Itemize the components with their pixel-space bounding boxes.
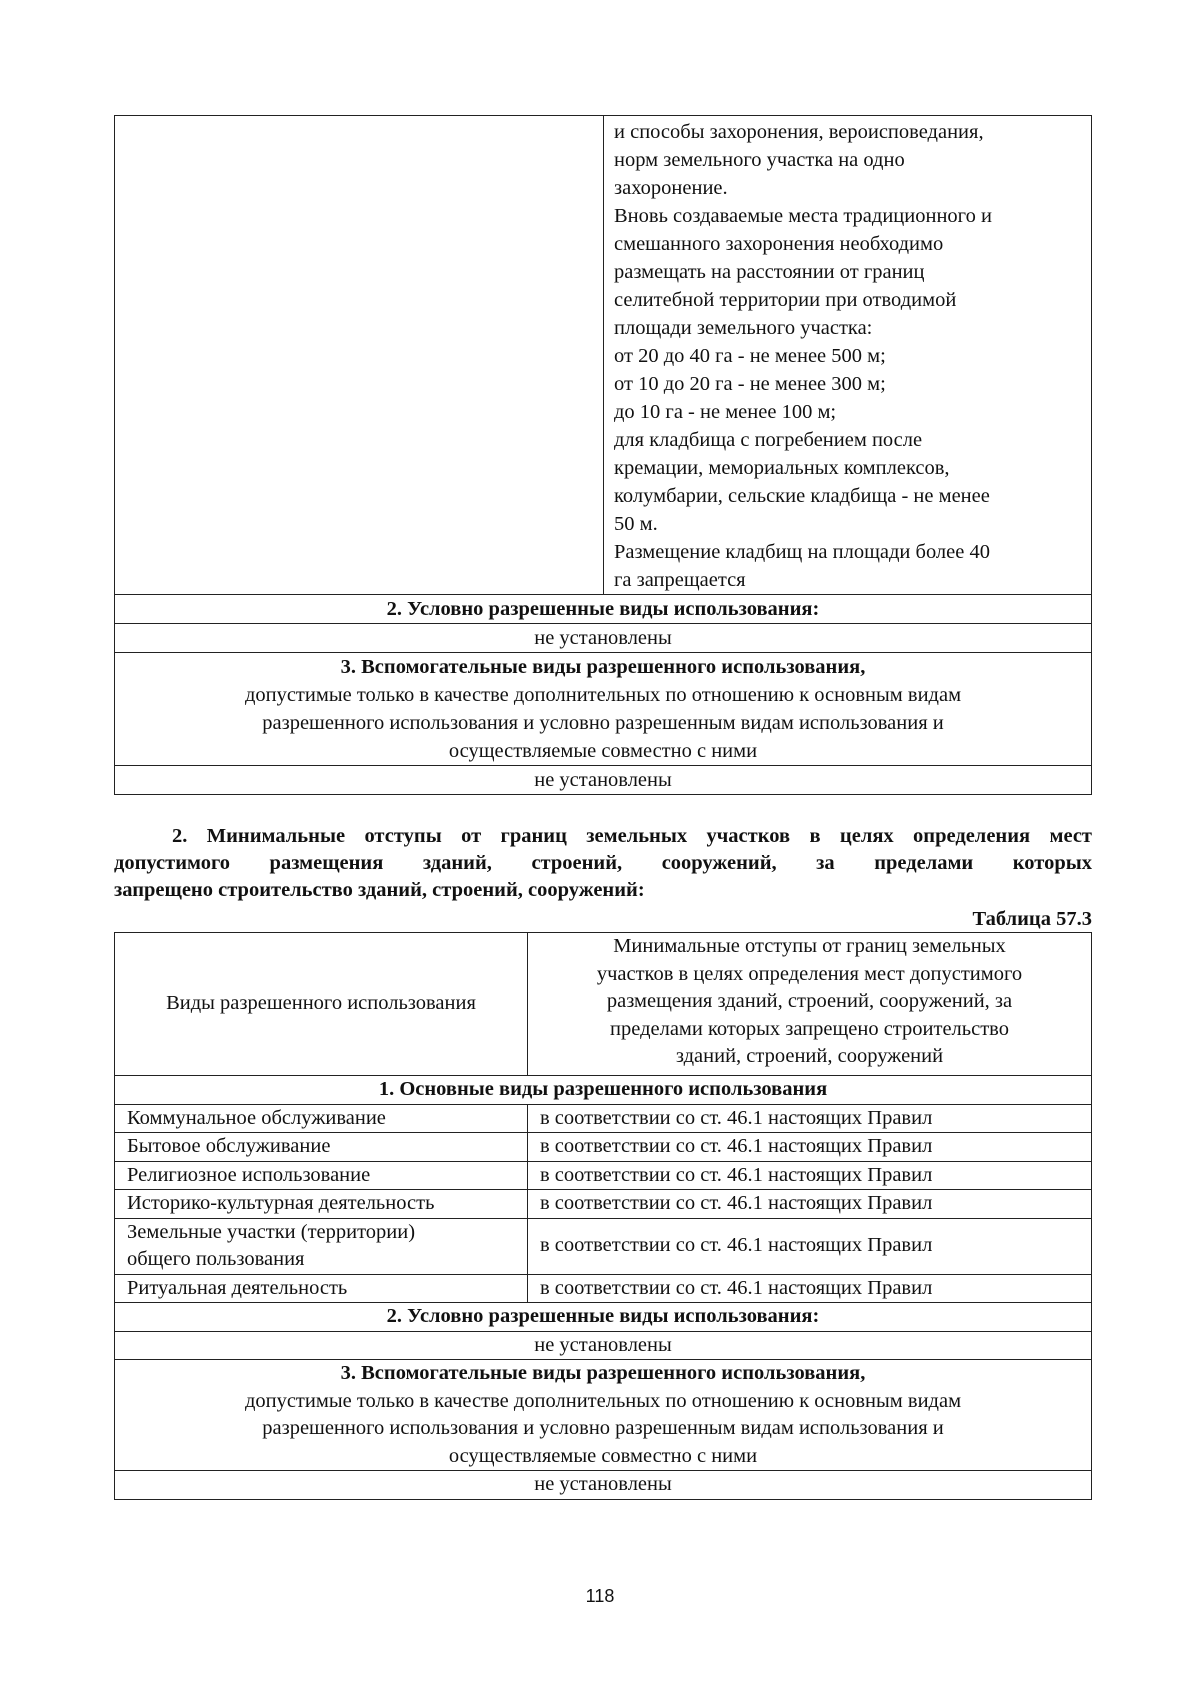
text-line: от 20 до 40 га - не менее 500 м; bbox=[614, 345, 886, 367]
section3-desc-line: осуществляемые совместно с ними bbox=[448, 1444, 758, 1467]
header-line: зданий, строений, сооружений bbox=[675, 1045, 944, 1067]
column-header-setbacks bbox=[528, 933, 1092, 1076]
section3-desc-line: допустимые только в качестве дополнительных по отношению к основным видам bbox=[244, 684, 962, 706]
use-type-cell: Историко-культурная деятельность bbox=[115, 1190, 528, 1219]
text-line: захоронение. bbox=[614, 177, 728, 199]
text-line: га запрещается bbox=[614, 569, 746, 591]
section3-desc-line: разрешенного использования и условно разрешенным видам использования и bbox=[262, 1417, 944, 1439]
paragraph-line: запрещено строительство зданий, строений, сооружений: bbox=[114, 879, 645, 901]
text-line: 50 м. bbox=[614, 513, 658, 535]
section-value-row bbox=[115, 766, 1092, 795]
section-value-row bbox=[115, 1471, 1092, 1500]
use-type-cell: Коммунальное обслуживание bbox=[115, 1104, 528, 1133]
setback-cell: в соответствии со ст. 46.1 настоящих Правил bbox=[528, 1104, 1092, 1133]
section1-title: 1. Основные виды разрешенного использования bbox=[115, 1076, 1092, 1105]
use-type-cell: Религиозное использование bbox=[115, 1161, 528, 1190]
section3-header bbox=[115, 653, 1092, 766]
section-paragraph bbox=[114, 823, 1092, 904]
section3-desc-line: разрешенного использования и условно разрешенным видам использования и bbox=[262, 712, 944, 734]
text-line: Размещение кладбищ на площади более 40 bbox=[614, 541, 990, 563]
table-row bbox=[115, 1133, 1092, 1162]
section3-value: не установлены bbox=[115, 766, 1092, 795]
setbacks-table bbox=[114, 932, 1092, 1500]
text-line: размещать на расстоянии от границ bbox=[614, 261, 925, 283]
continuation-table bbox=[114, 115, 1092, 795]
section-header-row bbox=[115, 1360, 1092, 1471]
use-type-line: Земельные участки (территории) bbox=[127, 1220, 416, 1243]
text-line: и способы захоронения, вероисповедания, bbox=[614, 121, 984, 143]
paragraph-line: допустимого размещения зданий, строений, сооружений, за пределами которых bbox=[114, 852, 1092, 874]
table-row bbox=[115, 1161, 1092, 1190]
section2-value: не установлены bbox=[115, 1331, 1092, 1360]
section-header-row bbox=[115, 1303, 1092, 1332]
text-line: до 10 га - не менее 100 м; bbox=[614, 401, 837, 423]
text-line: селитебной территории при отводимой bbox=[614, 289, 957, 311]
text-line: смешанного захоронения необходимо bbox=[614, 233, 944, 255]
section3-value: не установлены bbox=[115, 1471, 1092, 1500]
table-row bbox=[115, 116, 1092, 595]
use-type-line: общего пользования bbox=[127, 1248, 305, 1270]
text-line: для кладбища с погребением после bbox=[614, 429, 923, 451]
section-header-row bbox=[115, 653, 1092, 766]
use-type-cell: Бытовое обслуживание bbox=[115, 1133, 528, 1162]
header-line: размещения зданий, строений, сооружений, за bbox=[606, 990, 1013, 1012]
table-row bbox=[115, 1274, 1092, 1303]
setback-cell: в соответствии со ст. 46.1 настоящих Правил bbox=[528, 1161, 1092, 1190]
empty-cell bbox=[115, 116, 604, 595]
section2-title: 2. Условно разрешенные виды использования: bbox=[115, 595, 1092, 624]
table-row bbox=[115, 1104, 1092, 1133]
header-line: Минимальные отступы от границ земельных bbox=[613, 935, 1006, 957]
text-line: площади земельного участка: bbox=[614, 317, 873, 339]
section3-desc-line: допустимые только в качестве дополнительных по отношению к основным видам bbox=[244, 1389, 962, 1412]
table-row bbox=[115, 1218, 1092, 1274]
section2-value: не установлены bbox=[115, 624, 1092, 653]
section-header-row bbox=[115, 1076, 1092, 1105]
setback-cell: в соответствии со ст. 46.1 настоящих Правил bbox=[528, 1133, 1092, 1162]
section3-title: 3. Вспомогательные виды разрешенного использования, bbox=[340, 1362, 866, 1384]
paragraph-line: 2. Минимальные отступы от границ земельных участков в целях определения мест bbox=[172, 825, 1092, 847]
section2-title: 2. Условно разрешенные виды использования: bbox=[115, 1303, 1092, 1332]
text-line: кремации, мемориальных комплексов, bbox=[614, 457, 950, 479]
section3-desc-line: осуществляемые совместно с ними bbox=[448, 740, 758, 762]
setback-cell: в соответствии со ст. 46.1 настоящих Правил bbox=[528, 1190, 1092, 1219]
section3-title: 3. Вспомогательные виды разрешенного использования, bbox=[340, 656, 866, 678]
use-type-cell bbox=[115, 1218, 528, 1274]
text-line: колумбарии, сельские кладбища - не менее bbox=[614, 485, 990, 507]
table-caption: Таблица 57.3 bbox=[972, 908, 1092, 930]
section-value-row bbox=[115, 1331, 1092, 1360]
setback-cell: в соответствии со ст. 46.1 настоящих Правил bbox=[528, 1218, 1092, 1274]
use-type-cell: Ритуальная деятельность bbox=[115, 1274, 528, 1303]
page-number: 118 bbox=[585, 1586, 615, 1606]
section-header-row bbox=[115, 595, 1092, 624]
column-header-use-types: Виды разрешенного использования bbox=[115, 933, 528, 1076]
header-line: пределами которых запрещено строительство bbox=[610, 1017, 1009, 1040]
text-line: Вновь создаваемые места традиционного и bbox=[614, 205, 992, 227]
table-header-row bbox=[115, 933, 1092, 1076]
setback-cell: в соответствии со ст. 46.1 настоящих Правил bbox=[528, 1274, 1092, 1303]
text-line: норм земельного участка на одно bbox=[614, 149, 905, 171]
text-line: от 10 до 20 га - не менее 300 м; bbox=[614, 373, 886, 395]
header-line: участков в целях определения мест допустимого bbox=[596, 962, 1023, 985]
table-row bbox=[115, 1190, 1092, 1219]
section3-header bbox=[115, 1360, 1092, 1471]
section-value-row bbox=[115, 624, 1092, 653]
requirements-cell bbox=[604, 116, 1092, 595]
